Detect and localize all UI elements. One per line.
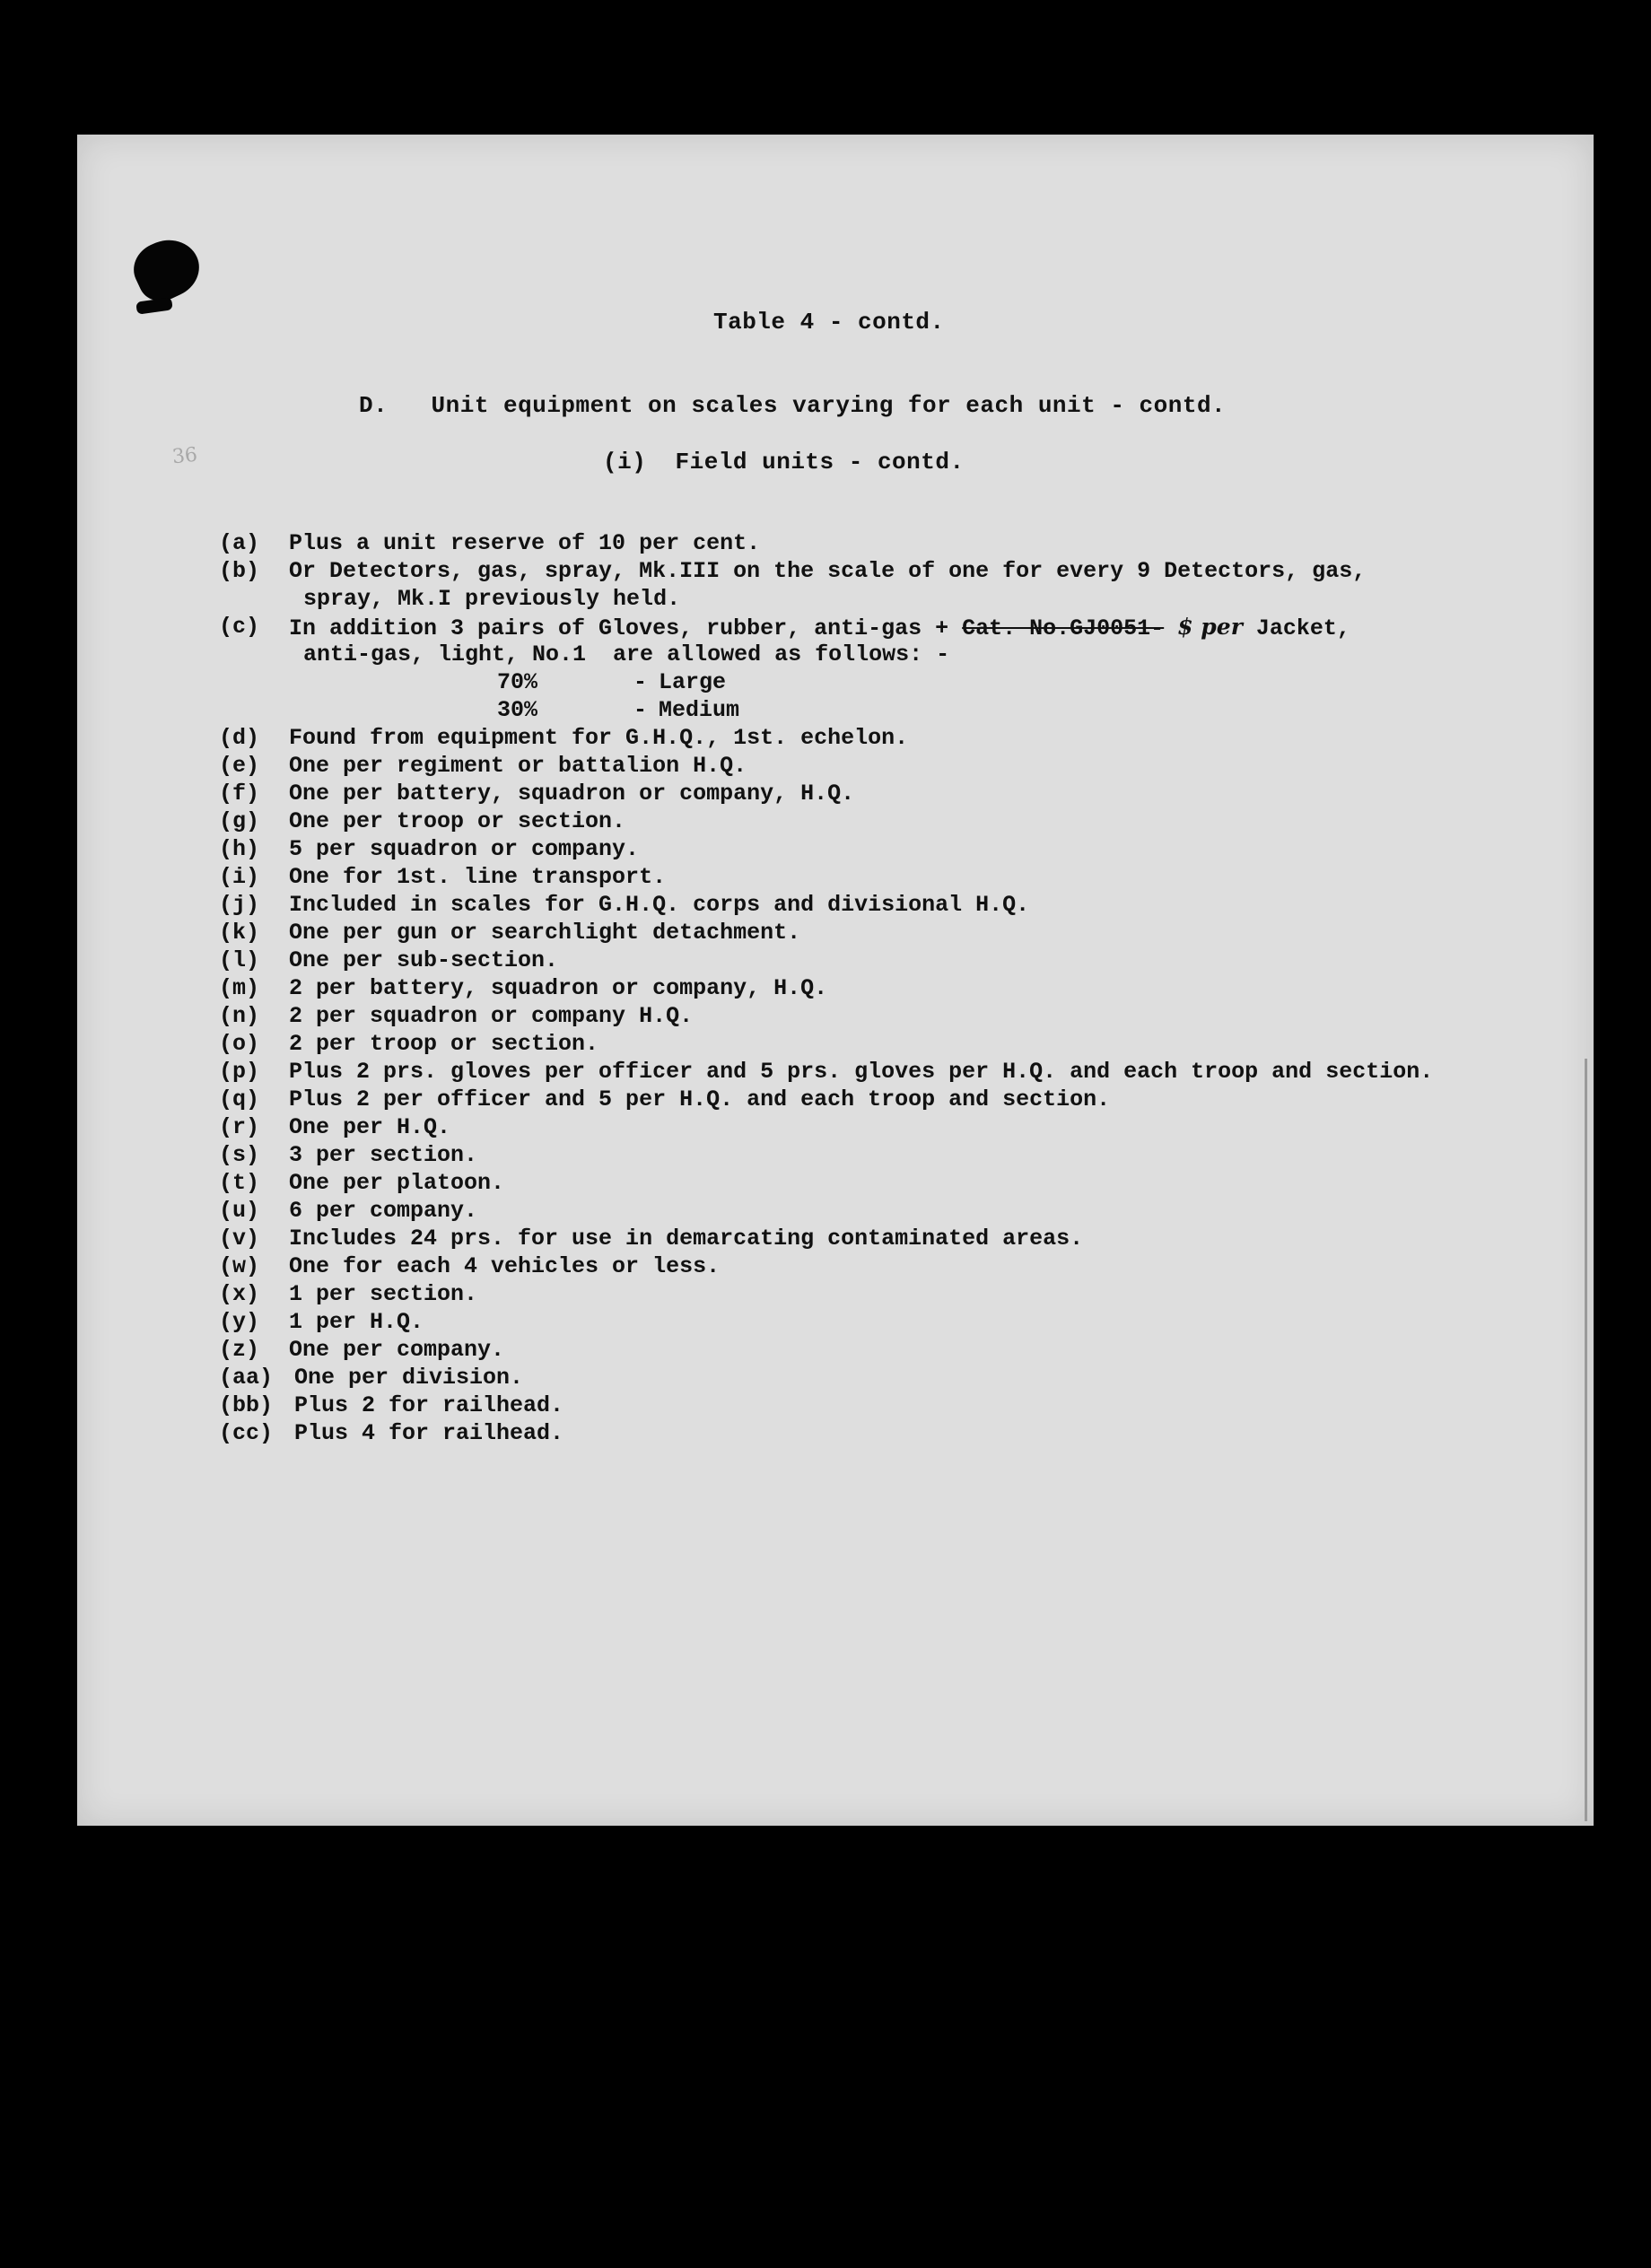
note-key: (t) [219, 1170, 260, 1196]
note-text: One per gun or searchlight detachment. [289, 920, 801, 946]
list-item [219, 1252, 1529, 1280]
list-item [219, 1197, 1529, 1225]
note-text-continued: spray, Mk.I previously held. [303, 586, 681, 612]
list-item [219, 863, 1529, 891]
list-item-continuation [219, 585, 1529, 613]
note-key: (h) [219, 836, 260, 862]
note-key: (r) [219, 1114, 260, 1140]
list-item [219, 891, 1529, 919]
note-text: Plus 2 for railhead. [294, 1392, 564, 1418]
note-key: (z) [219, 1337, 260, 1363]
note-text: Plus 2 per officer and 5 per H.Q. and each troop and section. [289, 1086, 1111, 1112]
note-key: (g) [219, 808, 260, 834]
note-text: Plus 2 prs. gloves per officer and 5 prs. gloves per H.Q. and each troop and section. [289, 1059, 1434, 1085]
note-key: (u) [219, 1198, 260, 1224]
list-item [219, 1113, 1529, 1141]
note-text: Included in scales for G.H.Q. corps and divisional H.Q. [289, 892, 1030, 918]
split-size: Medium [659, 697, 740, 723]
list-item [219, 1336, 1529, 1364]
note-text: 1 per H.Q. [289, 1309, 424, 1335]
note-text: Plus 4 for railhead. [294, 1420, 564, 1446]
note-text: One per division. [294, 1365, 524, 1391]
list-item [219, 1141, 1529, 1169]
split-size: Large [659, 669, 727, 695]
note-key: (k) [219, 920, 260, 946]
note-text: One per company. [289, 1337, 505, 1363]
note-text: 3 per section. [289, 1142, 478, 1168]
note-text: 1 per section. [289, 1281, 478, 1307]
list-item [219, 752, 1529, 780]
handwritten-insert: $ per [1177, 614, 1243, 640]
note-text: One per battery, squadron or company, H.Q. [289, 781, 855, 807]
note-text: Found from equipment for G.H.Q., 1st. echelon. [289, 725, 909, 751]
split-percentage: 30% [497, 697, 538, 723]
note-key: (q) [219, 1086, 260, 1112]
list-item [219, 1280, 1529, 1308]
note-key: (a) [219, 530, 260, 556]
list-item [219, 1225, 1529, 1252]
note-text: 6 per company. [289, 1198, 478, 1224]
list-item [219, 1308, 1529, 1336]
note-key: (y) [219, 1309, 260, 1335]
note-key: (s) [219, 1142, 260, 1168]
note-key: (b) [219, 558, 260, 584]
note-key: (p) [219, 1059, 260, 1085]
note-key: (d) [219, 725, 260, 751]
list-item [219, 919, 1529, 946]
page-title: Table 4 - contd. [713, 309, 945, 336]
note-key: (aa) [219, 1365, 274, 1391]
note-text: 5 per squadron or company. [289, 836, 640, 862]
pencil-page-mark: 36 [170, 443, 199, 469]
section-heading: D. Unit equipment on scales varying for each unit - contd. [359, 392, 1227, 419]
list-item [219, 1364, 1529, 1391]
list-item [219, 557, 1529, 585]
note-key: (i) [219, 864, 260, 890]
list-item [219, 1058, 1529, 1086]
note-text: One per sub-section. [289, 947, 559, 973]
note-key: (w) [219, 1253, 260, 1279]
list-item [219, 1169, 1529, 1197]
split-percentage: 70% [497, 669, 538, 695]
list-item [219, 780, 1529, 807]
split-dash: - [633, 669, 648, 695]
note-key: (m) [219, 975, 260, 1001]
list-item [219, 1419, 1529, 1447]
page-edge-shadow [1585, 1059, 1587, 1821]
note-key: (f) [219, 781, 260, 807]
note-key: (l) [219, 947, 260, 973]
list-item [219, 1030, 1529, 1058]
note-key: (c) [219, 614, 260, 640]
size-split-row [219, 696, 1529, 724]
note-text: 2 per troop or section. [289, 1031, 599, 1057]
note-key: (o) [219, 1031, 260, 1057]
list-item [219, 529, 1529, 557]
note-text: One per platoon. [289, 1170, 505, 1196]
note-text: One per H.Q. [289, 1114, 451, 1140]
note-key: (x) [219, 1281, 260, 1307]
note-key: (bb) [219, 1392, 274, 1418]
list-item [219, 1086, 1529, 1113]
notes-list [219, 529, 1529, 1447]
list-item-continuation [219, 641, 1529, 668]
note-text: Plus a unit reserve of 10 per cent. [289, 530, 761, 556]
list-item [219, 613, 1529, 641]
note-text: 2 per squadron or company H.Q. [289, 1003, 694, 1029]
note-text-continued: anti-gas, light, No.1 are allowed as follows: - [303, 641, 950, 667]
note-key: (cc) [219, 1420, 274, 1446]
note-text: Includes 24 prs. for use in demarcating contaminated areas. [289, 1226, 1084, 1252]
note-text: One per troop or section. [289, 808, 626, 834]
note-text: Or Detectors, gas, spray, Mk.III on the scale of one for every 9 Detectors, gas, [289, 558, 1367, 584]
note-text: One per regiment or battalion H.Q. [289, 753, 747, 779]
list-item [219, 835, 1529, 863]
note-key: (e) [219, 753, 260, 779]
note-text-main: In addition 3 pairs of Gloves, rubber, anti-gas + [289, 615, 949, 641]
list-item [219, 1391, 1529, 1419]
split-dash: - [633, 697, 648, 723]
size-split-row [219, 668, 1529, 696]
note-text: One for each 4 vehicles or less. [289, 1253, 721, 1279]
note-text: 2 per battery, squadron or company, H.Q. [289, 975, 828, 1001]
list-item [219, 807, 1529, 835]
note-key: (n) [219, 1003, 260, 1029]
note-text: One for 1st. line transport. [289, 864, 667, 890]
list-item [219, 974, 1529, 1002]
list-item [219, 1002, 1529, 1030]
subsection-heading: (i) Field units - contd. [603, 449, 965, 475]
note-text-tail: Jacket, [1255, 615, 1350, 641]
struck-out-text: Cat. No.GJ0051- [962, 615, 1165, 641]
list-item [219, 946, 1529, 974]
note-key: (v) [219, 1226, 260, 1252]
list-item [219, 724, 1529, 752]
note-text [289, 613, 1350, 642]
note-key: (j) [219, 892, 260, 918]
